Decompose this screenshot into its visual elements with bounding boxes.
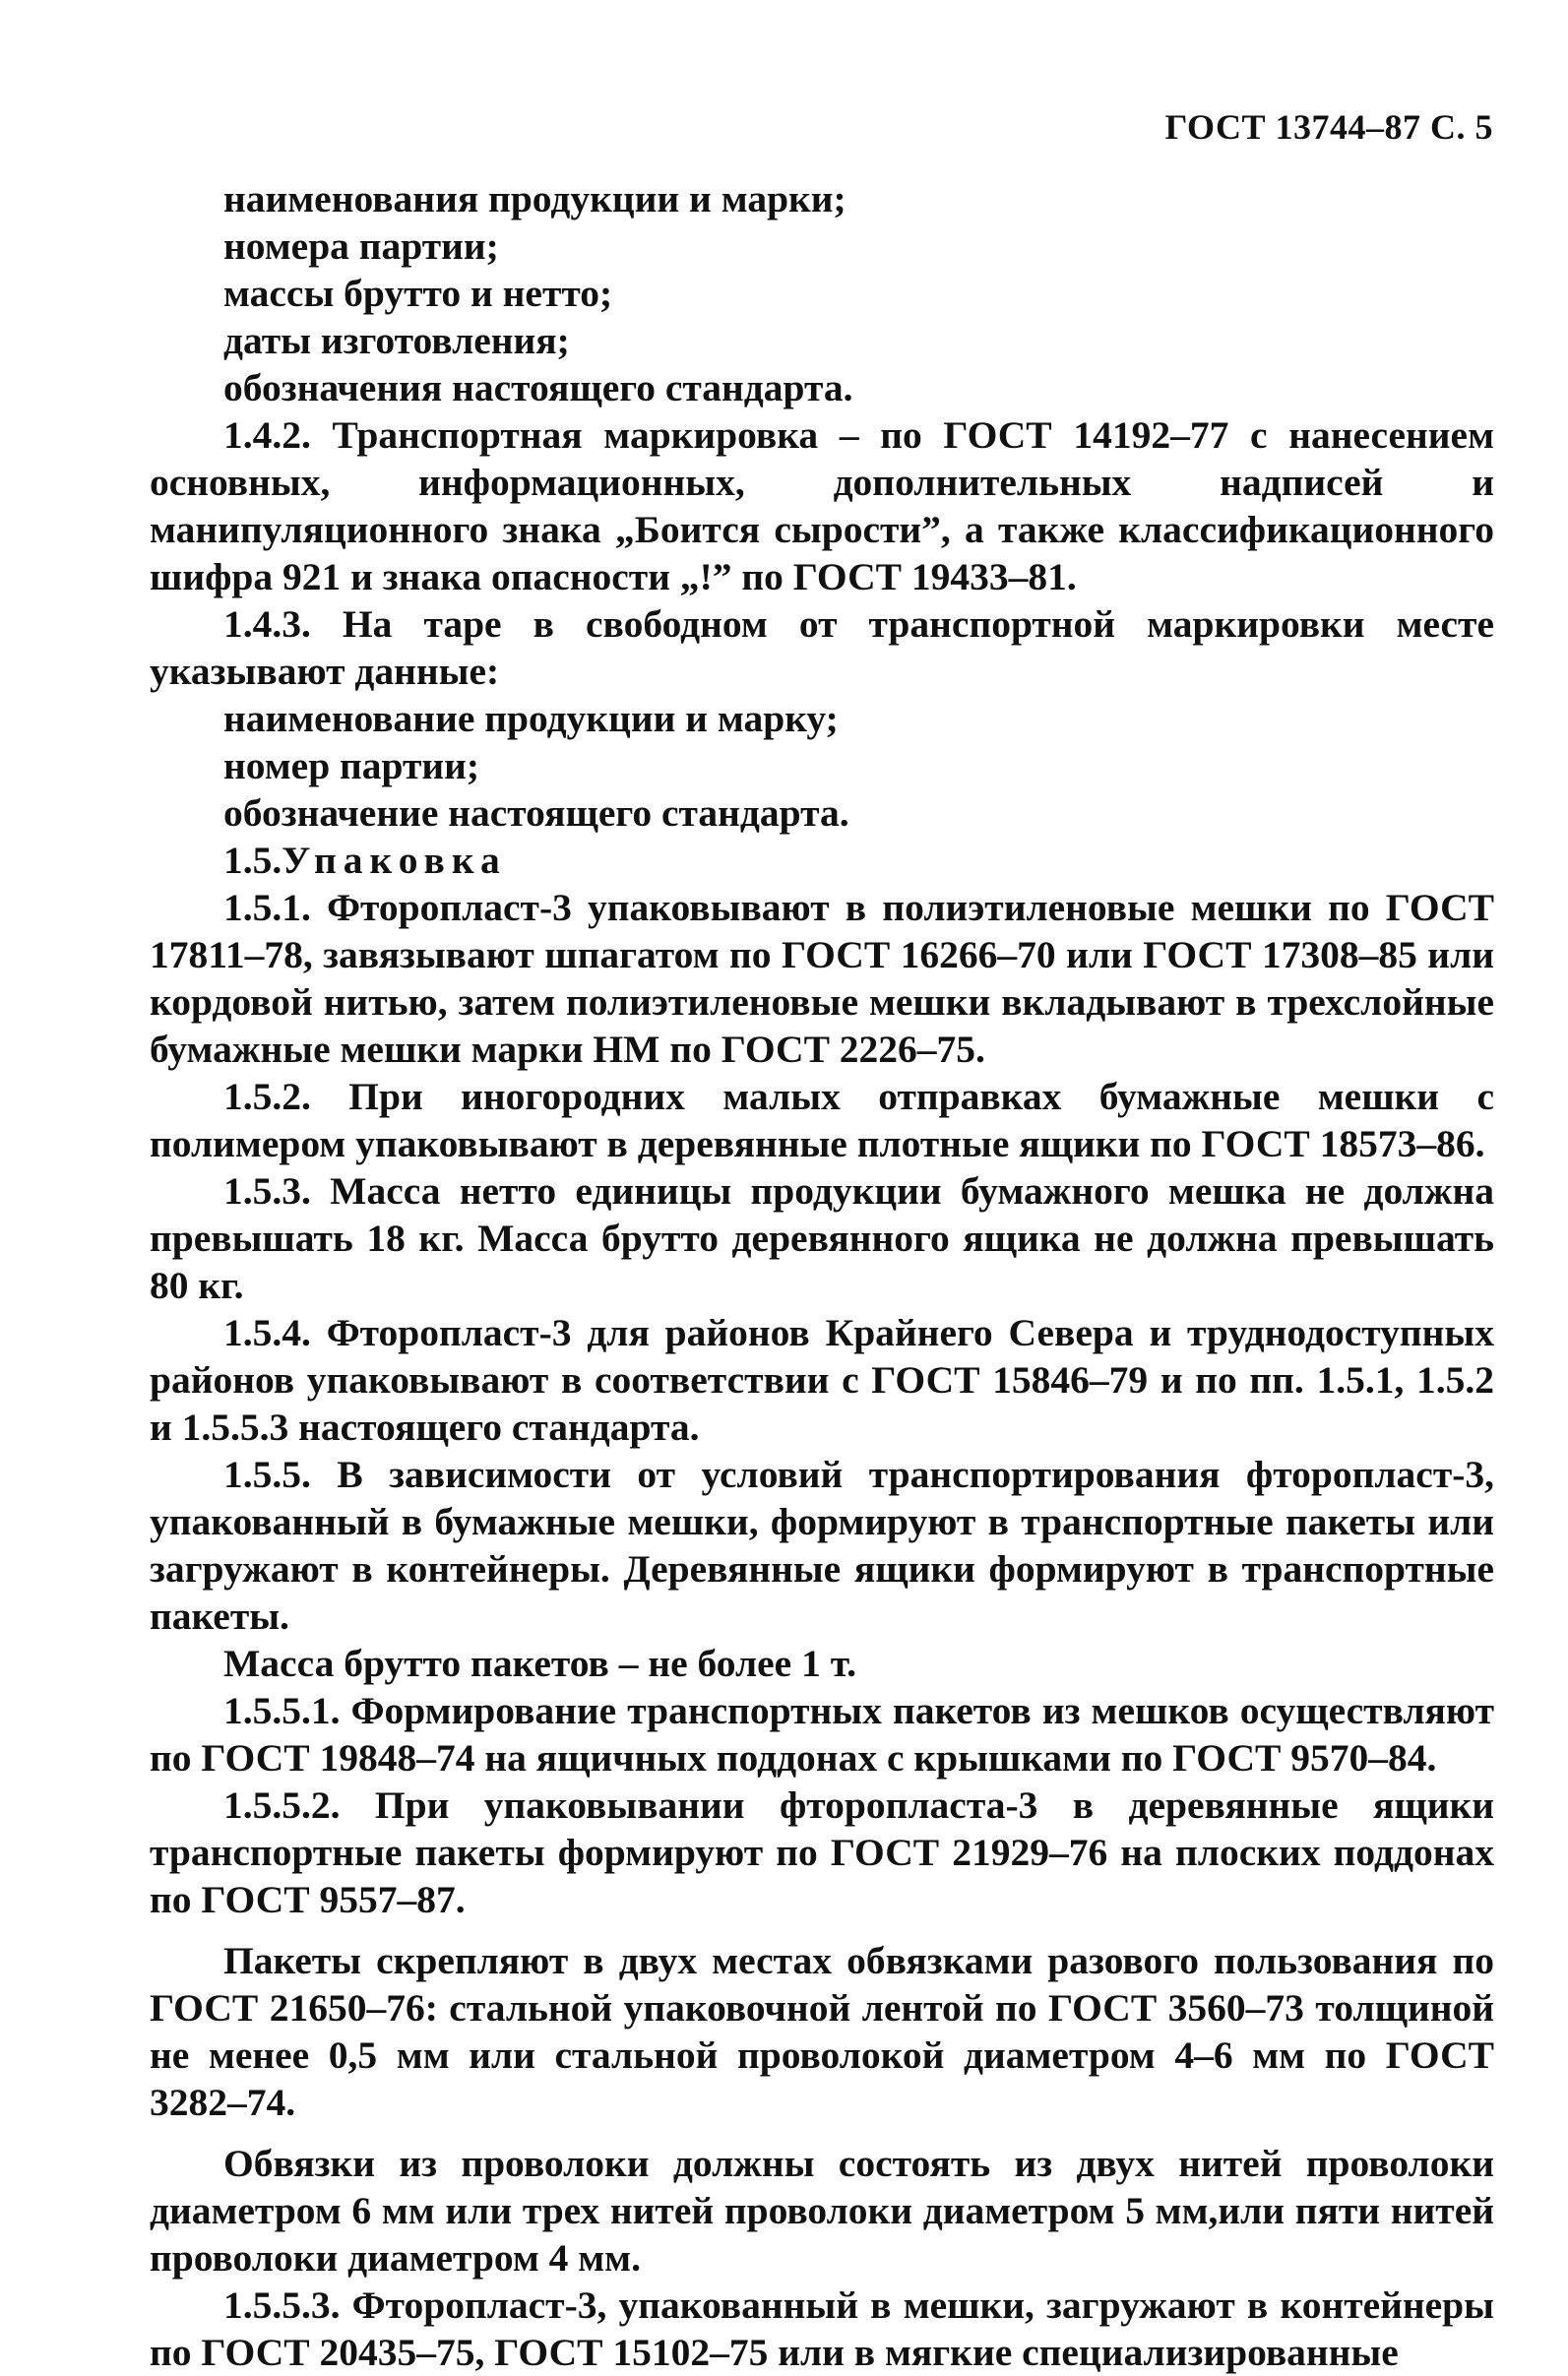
paragraph-wire-ties: Обвязки из проволоки должны состоять из двух нитей проволоки диаметром 6 мм или трех нитей проволоки диаметром 5 мм,или пяти нитей проволоки диаметром 4 мм. — [150, 2142, 1494, 2280]
list-item: номера партии; — [223, 224, 499, 268]
list-item: номер партии; — [223, 744, 480, 787]
paragraph-1-5-5: 1.5.5. В зависимости от условий транспортирования фторопласт-3, упакованный в бумажные мешки, формируют в транспортные пакеты или загружают в контейнеры. Деревянные ящики формируют в транспортные пакеты. — [150, 1453, 1494, 1638]
list-item: обозначение настоящего стандарта. — [223, 791, 849, 835]
paragraph-packages: Пакеты скрепляют в двух местах обвязками разового пользования по ГОСТ 21650–76: стальной упаковочной лентой по ГОСТ 3560–73 толщиной не менее 0,5 мм или стальной проволокой диаметром 4–6 мм по ГОСТ 3282–74. — [150, 1939, 1494, 2124]
section-title: Упаковка — [282, 839, 507, 882]
paragraph-1-5-4: 1.5.4. Фторопласт-3 для районов Крайнего Севера и труднодоступных районов упаковывают в соответствии с ГОСТ 15846–79 и по пп. 1.5.1, 1.5.2 и 1.5.5.3 настоящего стандарта. — [150, 1311, 1494, 1449]
paragraph-1-4-2: 1.4.2. Транспортная маркировка – по ГОСТ 14192–77 с нанесением основных, информационных, дополнительных надписей и манипуляционного знака „Боится сырости”, а также классификационного шифра 921 и знака опасности „!” по ГОСТ 19433–81. — [150, 413, 1494, 598]
document-body — [150, 175, 1494, 2376]
section-heading-1-5 — [150, 837, 1494, 884]
list-item: наименование продукции и марку; — [223, 697, 839, 740]
paragraph-1-5-5-3: 1.5.5.3. Фторопласт-3, упакованный в мешки, загружают в контейнеры по ГОСТ 20435–75, ГОСТ 15102–75 или в мягкие специализированные — [150, 2283, 1494, 2374]
paragraph-1-5-3: 1.5.3. Масса нетто единицы продукции бумажного мешка не должна превышать 18 кг. Масса брутто деревянного ящика не должна превышать 80 кг. — [150, 1169, 1494, 1307]
section-number: 1.5. — [223, 839, 282, 882]
paragraph-1-5-1: 1.5.1. Фторопласт-3 упаковывают в полиэтиленовые мешки по ГОСТ 17811–78, завязывают шпагатом по ГОСТ 16266–70 или ГОСТ 17308–85 или кордовой нитью, затем полиэтиленовые мешки вкладывают в трехслойные бумажные мешки марки НМ по ГОСТ 2226–75. — [150, 886, 1494, 1071]
list-item: даты изготовления; — [223, 319, 570, 362]
list-item: массы брутто и нетто; — [223, 272, 613, 315]
paragraph-1-5-5-1: 1.5.5.1. Формирование транспортных пакетов из мешков осуществляют по ГОСТ 19848–74 на ящичных поддонах с крышками по ГОСТ 9570–84. — [150, 1689, 1494, 1780]
page-header: ГОСТ 13744–87 С. 5 — [1164, 107, 1493, 147]
paragraph-1-5-5-2: 1.5.5.2. При упаковывании фторопласта-3 в деревянные ящики транспортные пакеты формируют по ГОСТ 21929–76 на плоских поддонах по ГОСТ 9557–87. — [150, 1783, 1494, 1921]
paragraph-mass: Масса брутто пакетов – не более 1 т. — [223, 1642, 857, 1685]
paragraph-1-5-2: 1.5.2. При иногородних малых отправках бумажные мешки с полимером упаковывают в деревянные плотные ящики по ГОСТ 18573–86. — [150, 1075, 1494, 1165]
list-item: обозначения настоящего стандарта. — [223, 366, 853, 409]
list-item: наименования продукции и марки; — [223, 177, 847, 220]
paragraph-1-4-3: 1.4.3. На таре в свободном от транспортной маркировки месте указывают данные: — [150, 602, 1494, 693]
